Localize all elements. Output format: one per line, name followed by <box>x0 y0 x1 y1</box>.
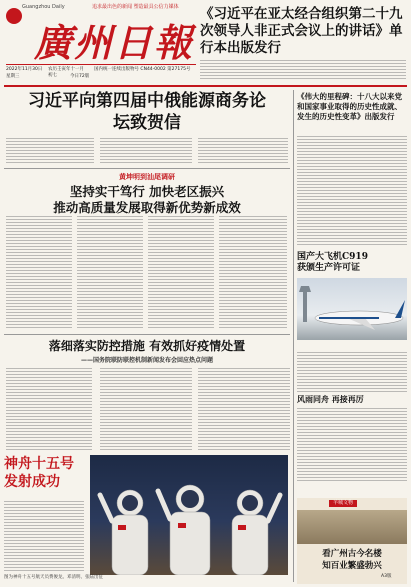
masthead-divider <box>4 85 407 87</box>
masthead-logo <box>6 8 22 24</box>
masthead-slogan: 追求最出色的新闻 塑造最具公信力媒体 <box>92 4 179 10</box>
shenzhou-photo[interactable] <box>90 455 288 575</box>
divider-2 <box>4 334 290 335</box>
sub-lead-headline-1: 坚持实干笃行 加快老区振兴 <box>69 184 225 199</box>
c919-story[interactable] <box>297 252 407 350</box>
shenzhou-headline-box <box>4 455 86 499</box>
masthead-issn: 国内统一连续出版物号 CN44-0002 第27175号 <box>94 67 191 72</box>
bottom-feature[interactable] <box>297 498 407 584</box>
sub-lead-body-col1 <box>6 216 72 328</box>
sidebar-book-story[interactable] <box>297 92 407 200</box>
bottom-feature-page-ref: A3版 <box>381 574 392 579</box>
masthead-page-info: 今日72版 <box>70 74 90 79</box>
c919-headline-1: 国产大飞机C919 <box>297 252 368 262</box>
masthead-small-name: Guangzhou Daily <box>22 4 65 10</box>
sidebar-book-headline: 《伟大的里程碑：十八大以来党和国家事业取得的历史性成就、发生的历史性变革》出版发行 <box>297 92 402 121</box>
sub-lead-body-col4 <box>219 216 287 328</box>
divider-1 <box>4 168 290 169</box>
airplane-illustration <box>297 278 407 340</box>
sub-lead-kicker: 黄坤明到汕尾调研 <box>119 172 175 181</box>
covid-subtitle: ——国务院联防联控机制新闻发布会回应热点问题 <box>80 357 213 364</box>
shenzhou-story[interactable] <box>4 455 290 583</box>
commentary-headline: 风雨同舟 再接再厉 <box>297 394 364 404</box>
lead-body-col1 <box>6 138 94 164</box>
sub-lead-headline-2: 推动高质量发展取得新优势新成效 <box>53 200 241 215</box>
commentary-body <box>297 408 407 482</box>
commentary-story[interactable] <box>297 394 407 494</box>
sub-lead-story[interactable] <box>4 172 290 330</box>
shenzhou-headline-1: 神舟十五号 <box>4 456 74 472</box>
bottom-feature-headline-2: 知百业繁盛勃兴 <box>322 561 382 571</box>
masthead-day: 星期三 <box>6 74 20 79</box>
bottom-feature-headline-1: 看广州古今名楼 <box>322 549 382 559</box>
covid-body-col3 <box>198 368 290 452</box>
bottom-feature-tag: 羊城文物 <box>329 500 357 507</box>
sidebar-book-body <box>297 136 407 246</box>
lead-body-col2 <box>100 138 192 164</box>
c919-photo[interactable] <box>297 278 407 340</box>
shenzhou-caption: 图为神舟十五号航天员费俊龙、邓清明、张陆出征 <box>4 575 103 580</box>
masthead-info-bar <box>6 64 196 82</box>
sidebar-divider <box>293 90 294 582</box>
covid-body-col1 <box>6 368 92 452</box>
masthead-title: 廣州日報 <box>34 20 195 65</box>
bottom-feature-photo <box>297 510 407 544</box>
top-promo-headline: 《习近平在亚太经合组织第二十九次领导人非正式会议上的讲话》单行本出版发行 <box>200 6 403 56</box>
top-promo[interactable] <box>200 6 406 57</box>
masthead-date: 2022年11月30日 <box>6 67 43 72</box>
lead-headline: 习近平向第四届中俄能源商务论坛致贺信 <box>28 91 266 133</box>
shenzhou-headline-2: 发射成功 <box>4 474 60 490</box>
shenzhou-body <box>4 501 84 571</box>
astronauts-illustration <box>90 455 288 575</box>
masthead <box>0 0 411 86</box>
lead-story[interactable] <box>4 90 290 154</box>
c919-headline-2: 获颁生产许可证 <box>297 263 361 273</box>
c919-body <box>297 352 407 392</box>
masthead-lunar: 农历壬寅年十一月初七 <box>48 67 84 78</box>
covid-headline: 落细落实防控措施 有效抓好疫情处置 <box>48 339 246 353</box>
sub-lead-body-col3 <box>148 216 214 328</box>
top-promo-text <box>200 60 406 80</box>
covid-body-col2 <box>100 368 192 452</box>
sub-lead-body-col2 <box>77 216 143 328</box>
lead-body-col3 <box>198 138 288 164</box>
